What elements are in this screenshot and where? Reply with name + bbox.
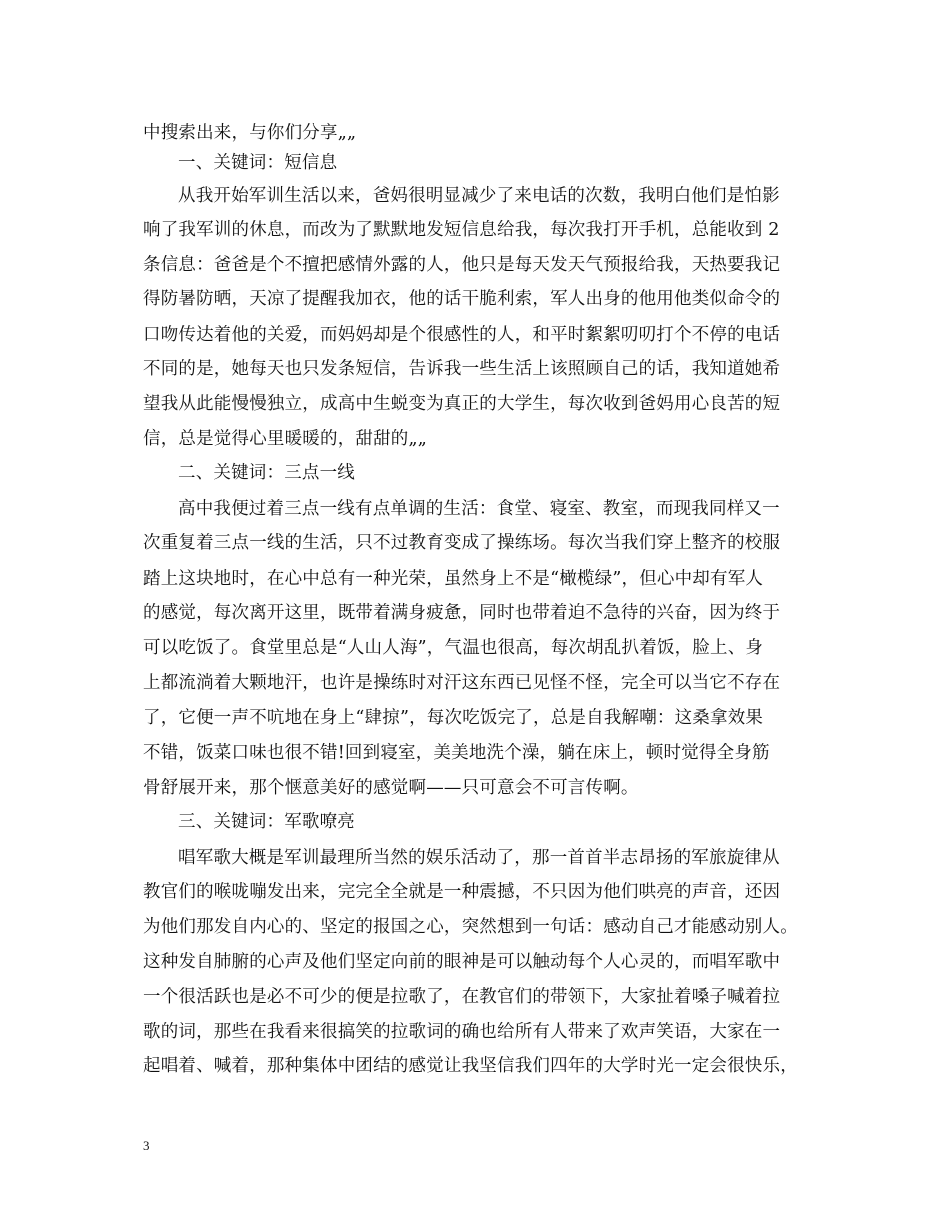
- text-line: 从我开始军训生活以来，爸妈很明显减少了来电话的次数，我明白他们是怕影: [178, 186, 780, 206]
- text-line: 一个很活跃也是必不可少的便是拉歌了，在教官们的带领下，大家扯着嗓子喊着拉: [143, 987, 781, 1007]
- text-line: 上都流淌着大颗地汗，也许是操练时对汗这东西已见怪不怪，完全可以当它不存在: [143, 673, 781, 693]
- text-line: 高中我便过着三点一线有点单调的生活：食堂、寝室、教室，而现我同样又一: [178, 499, 780, 519]
- text-line: 得防暑防晒，天凉了提醒我加衣，他的话干脆利索，军人出身的他用他类似命令的: [143, 289, 781, 309]
- text-line: 口吻传达着他的关爱，而妈妈却是个很感性的人，和平时絮絮叨叨打个不停的电话: [143, 325, 781, 345]
- text-line: 这种发自肺腑的心声及他们坚定向前的眼神是可以触动每个人心灵的，而唱军歌中: [143, 952, 781, 972]
- section-heading: 二、关键词：三点一线: [178, 463, 355, 483]
- text-line: 了，它便一声不吭地在身上“肆掠”，每次吃饭完了，总是自我解嘲：这桑拿效果: [143, 708, 764, 728]
- text-line: 可以吃饭了。食堂里总是“人山人海”，气温也很高，每次胡乱扒着饭，脸上、身: [143, 638, 764, 658]
- section-heading: 三、关键词：军歌嘹亮: [178, 812, 355, 832]
- text-line: 起唱着、喊着，那种集体中团结的感觉让我坚信我们四年的大学时光一定会很快乐，: [143, 1056, 798, 1076]
- text-line: 不错，饭菜口味也很不错!回到寝室，美美地洗个澡，躺在床上，顿时觉得全身筋: [143, 743, 770, 763]
- text-line: 中搜索出来，与你们分享„„: [143, 123, 357, 143]
- text-line: 望我从此能慢慢独立，成高中生蜕变为真正的大学生，每次收到爸妈用心良苦的短: [143, 394, 781, 414]
- text-line: 的感觉，每次离开这里，既带着满身疲惫，同时也带着迫不急待的兴奋，因为终于: [143, 603, 781, 623]
- text-line: 教官们的喉咙嘣发出来，完完全全就是一种震撼，不只因为他们哄亮的声音，还因: [143, 882, 781, 902]
- text-line: 次重复着三点一线的生活，只不过教育变成了操练场。每次当我们穿上整齐的校服: [143, 533, 781, 553]
- text-line: 响了我军训的休息，而改为了默默地发短信息给我，每次我打开手机，总能收到 2: [143, 220, 780, 240]
- page-number: 3: [143, 1138, 150, 1153]
- text-line: 条信息：爸爸是个不擅把感情外露的人，他只是每天发天气预报给我，天热要我记: [143, 255, 781, 275]
- text-line: 歌的词，那些在我看来很搞笑的拉歌词的确也给所有人带来了欢声笑语，大家在一: [143, 1022, 781, 1042]
- text-line: 为他们那发自内心的、坚定的报国之心，突然想到一句话：感动自己才能感动别人。: [143, 917, 798, 937]
- text-line: 信，总是觉得心里暖暖的，甜甜的„„: [143, 429, 428, 449]
- text-line: 唱军歌大概是军训最理所当然的娱乐活动了，那一首首半志昂扬的军旅旋律从: [178, 848, 780, 868]
- text-line: 骨舒展开来，那个惬意美好的感觉啊——只可意会不可言传啊。: [143, 778, 639, 798]
- section-heading: 一、关键词：短信息: [178, 153, 338, 173]
- text-line: 不同的是，她每天也只发条短信，告诉我一些生活上该照顾自己的话，我知道她希: [143, 359, 781, 379]
- text-line: 踏上这块地时，在心中总有一种光荣，虽然身上不是“橄榄绿”，但心中却有军人: [143, 569, 764, 589]
